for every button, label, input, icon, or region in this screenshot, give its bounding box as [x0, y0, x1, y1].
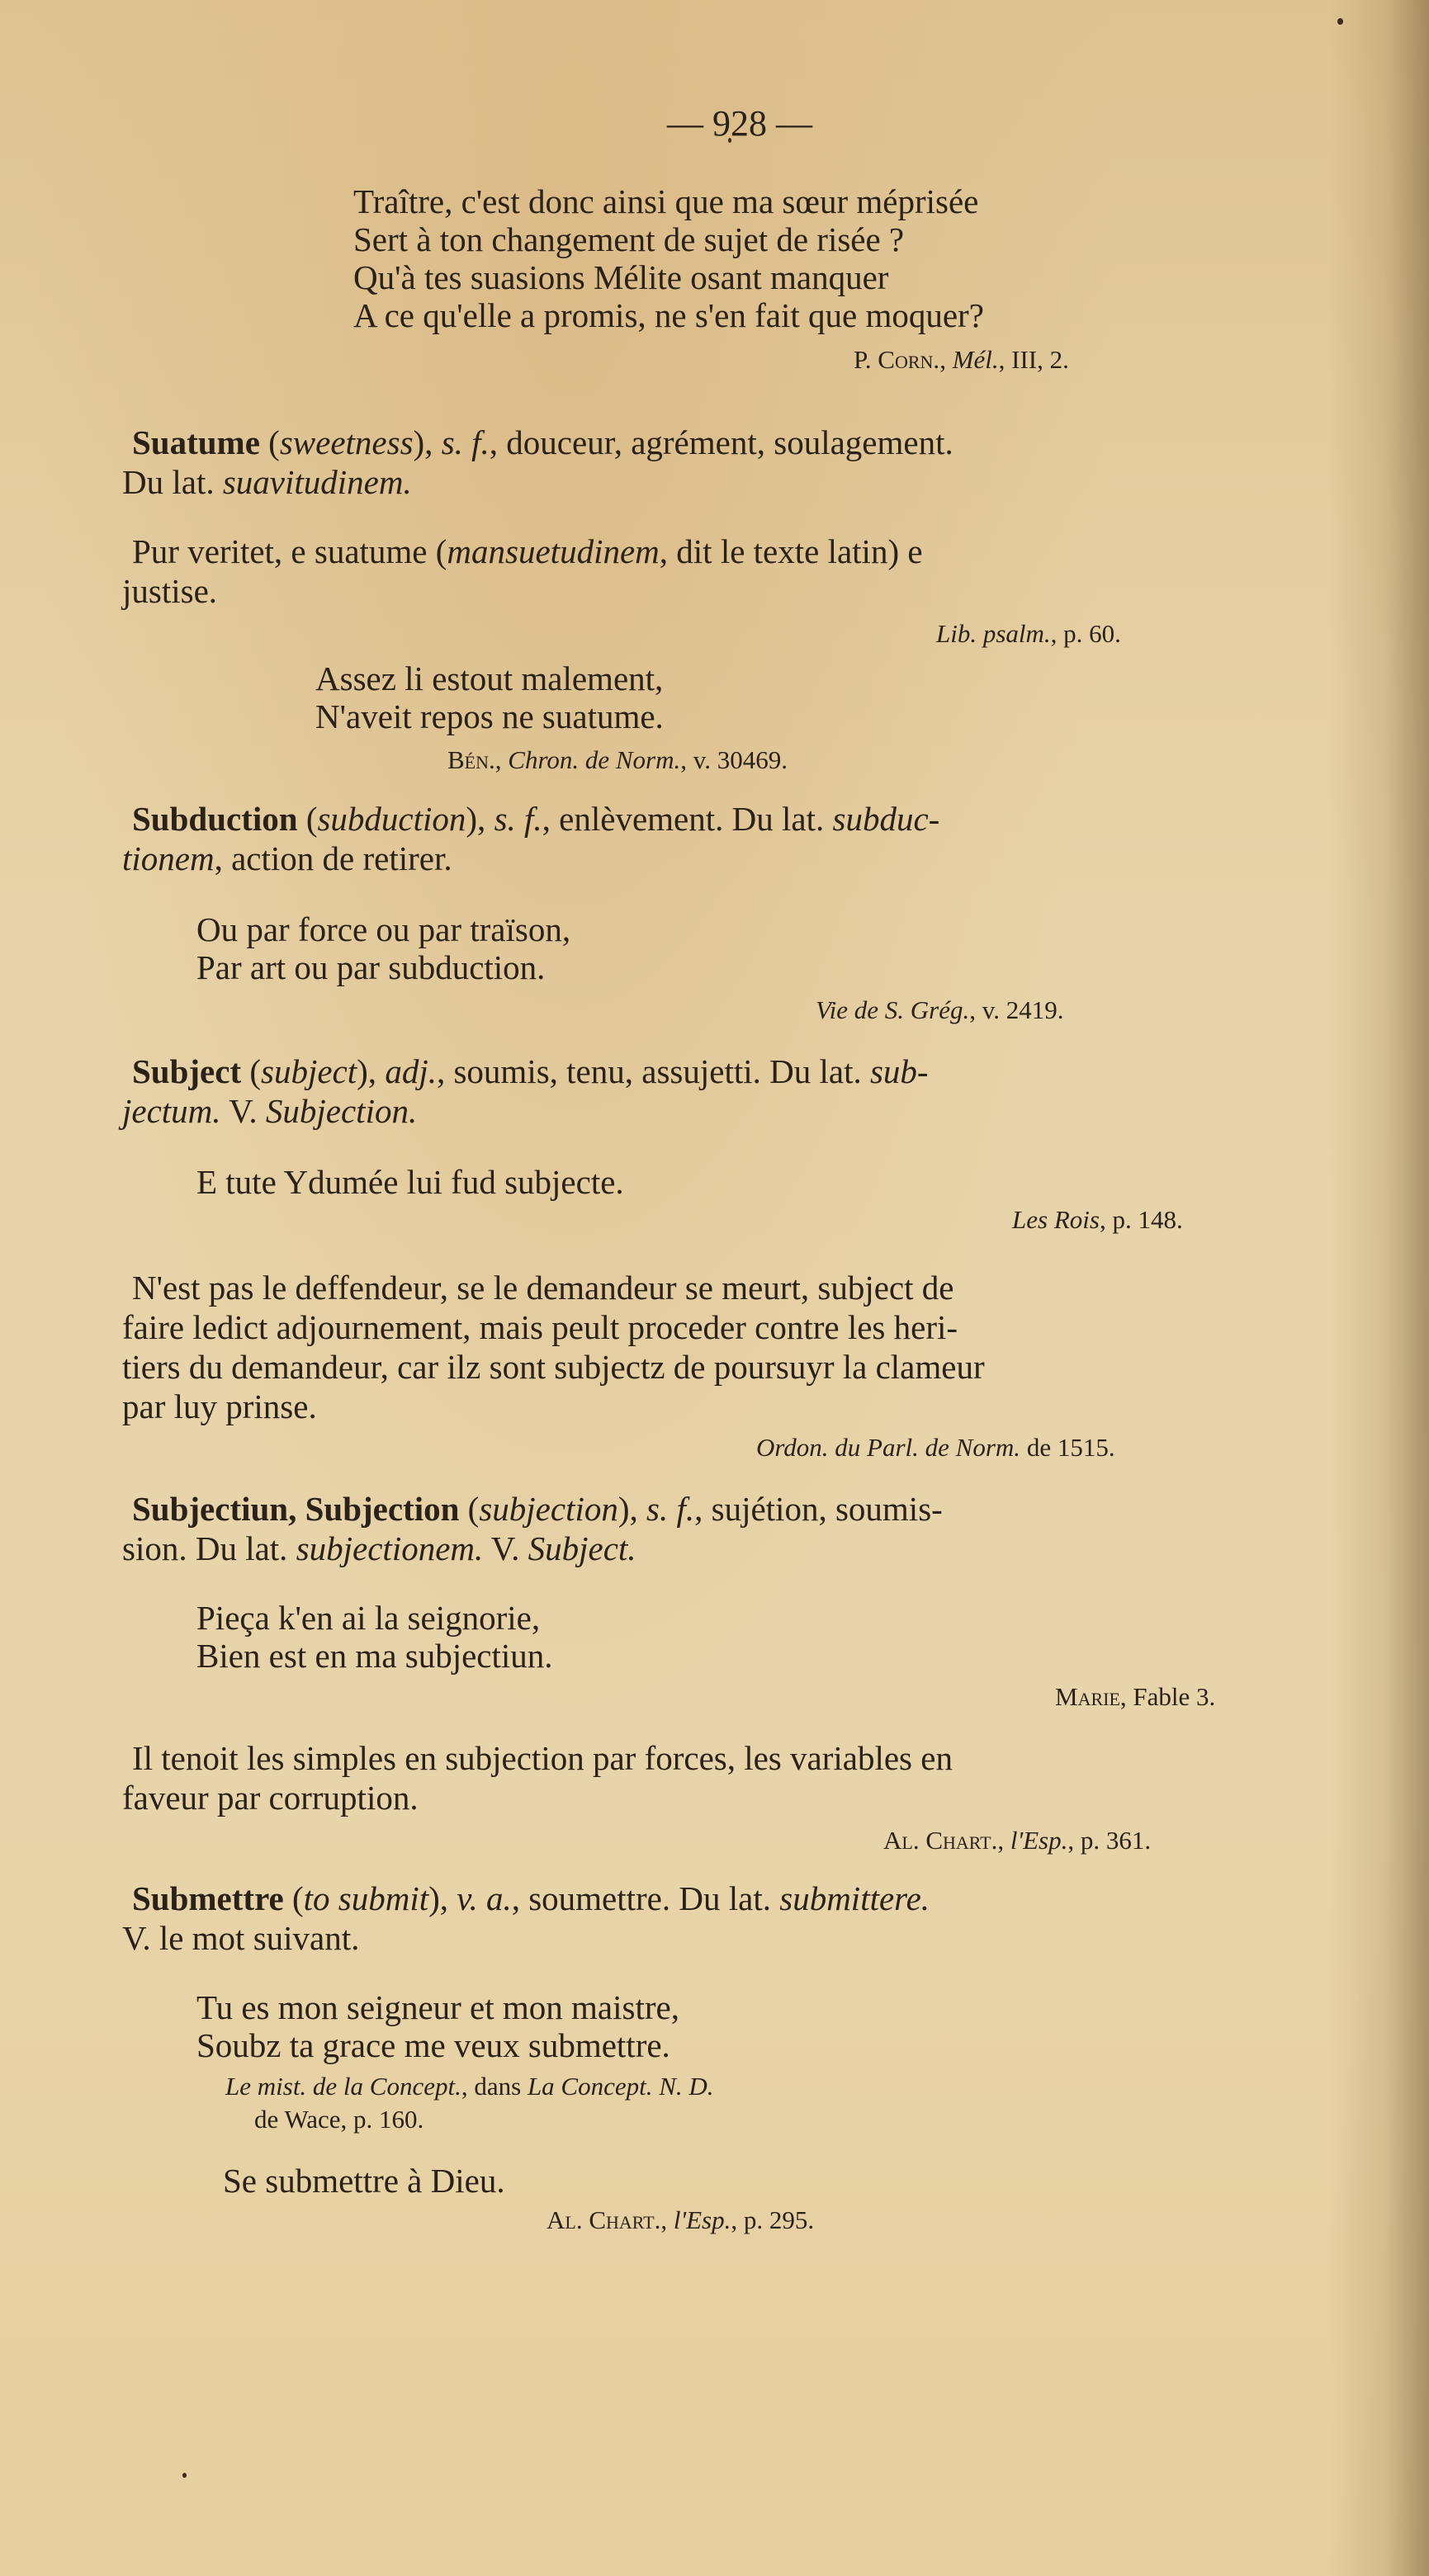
citation	[225, 2073, 714, 2099]
citation-ref: p. 60.	[1063, 619, 1121, 648]
definition: sujétion, soumis-	[711, 1490, 943, 1528]
etymology-word: submittere.	[779, 1879, 930, 1917]
citation-sep: ,	[998, 345, 1012, 374]
verse-line: Par art ou par subduction.	[196, 948, 546, 986]
citation-work: Les Rois	[1012, 1205, 1100, 1234]
entry-suatume-line2	[122, 463, 412, 501]
citation-author: Marie	[1055, 1682, 1120, 1711]
citation: Bén., Chron. de Norm., v. 30469.	[447, 745, 788, 774]
definition: sion. Du lat.	[122, 1529, 288, 1567]
citation: Marie, Fable 3.	[1055, 1682, 1216, 1711]
citation-author: Bén.	[447, 745, 495, 774]
citation-ref: de 1515.	[1026, 1433, 1115, 1462]
citation	[854, 347, 1069, 372]
verse-line: Traître, c'est donc ainsi que ma sœur méprisée	[353, 182, 979, 220]
definition: douceur, agrément, soulagement.	[506, 423, 953, 461]
example-text: Pur veritet, e suatume (	[132, 532, 447, 570]
citation-work: Chron. de Norm.	[508, 745, 681, 774]
part-of-speech: v. a.	[457, 1879, 512, 1917]
see-line: V. le mot suivant.	[122, 1919, 360, 1957]
headword: Submettre	[132, 1879, 284, 1917]
see-prefix: V.	[229, 1092, 258, 1130]
citation-ref: p. 295.	[743, 2205, 815, 2234]
headword: Subduction	[132, 800, 298, 838]
citation: Lib. psalm., p. 60.	[936, 619, 1121, 648]
headword: Subject	[132, 1052, 242, 1090]
verse-line: Sert à ton changement de sujet de risée ?	[353, 220, 905, 258]
verse-line: Pieça k'en ai la seignorie,	[196, 1599, 541, 1637]
verse-line: N'aveit repos ne suatume.	[315, 697, 664, 735]
citation-sep: ,	[939, 345, 953, 374]
english-gloss: to submit	[303, 1879, 429, 1917]
citation	[756, 1435, 1115, 1460]
entry-submettre-line1: Submettre (to submit), v. a., soumettre. Du lat. submittere.	[132, 1879, 930, 1917]
citation-work: l'Esp.	[673, 2205, 731, 2234]
example-line	[132, 532, 923, 570]
entry-subjection-line2	[122, 1529, 636, 1567]
example-italic: mansuetudinem	[447, 532, 660, 570]
etymology-word: subduc-	[832, 800, 940, 838]
citation-sep: , dans	[461, 2072, 522, 2101]
citation-ref: v. 2419.	[982, 995, 1064, 1024]
prose-line: faveur par corruption.	[122, 1779, 419, 1817]
citation-work: La Concept. N. D.	[527, 2072, 714, 2101]
headword: Subjectiun, Subjection	[132, 1490, 460, 1528]
see-prefix: V.	[490, 1529, 520, 1567]
page-number: — 928 —	[667, 103, 812, 144]
english-gloss: subjection	[479, 1490, 618, 1528]
citation-ref: Fable 3.	[1133, 1682, 1216, 1711]
entry-subduction-line2	[122, 839, 452, 877]
see-word: Subject.	[528, 1529, 636, 1567]
prose-line: N'est pas le deffendeur, se le demandeur se meurt, subject de	[132, 1269, 954, 1307]
citation-ref: III, 2.	[1011, 345, 1069, 374]
citation-work: l'Esp.	[1010, 1826, 1068, 1855]
example-text: , dit le texte latin) e	[659, 532, 923, 570]
paper-speck	[1337, 18, 1343, 25]
entry-subject-line1: Subject (subject), adj., soumis, tenu, assujetti. Du lat. sub-	[132, 1052, 929, 1090]
verse-line: E tute Ydumée lui fud subjecte.	[196, 1163, 624, 1201]
definition: , action de retirer.	[214, 839, 452, 877]
entry-subjection-line1: Subjectiun, Subjection (subjection), s. f., sujétion, soumis-	[132, 1490, 943, 1528]
headword: Suatume	[132, 423, 260, 461]
citation-work: Ordon. du Parl. de Norm.	[756, 1433, 1021, 1462]
prose-line: Il tenoit les simples en subjection par forces, les variables en	[132, 1739, 953, 1777]
citation-ref: p. 148.	[1112, 1205, 1183, 1234]
verse-line: A ce qu'elle a promis, ne s'en fait que moquer?	[353, 296, 984, 334]
entry-suatume-line1: Suatume (sweetness), s. f., douceur, agrément, soulagement.	[132, 423, 953, 461]
verse-line: Qu'à tes suasions Mélite osant manquer	[353, 258, 889, 296]
etymology-word: suavitudinem.	[222, 463, 412, 501]
citation-author: Al. Chart.	[883, 1826, 998, 1855]
part-of-speech: adj.	[385, 1052, 437, 1090]
citation-author: P. Corn.	[854, 345, 940, 374]
prose-line: faire ledict adjournement, mais peult proceder contre les heri-	[122, 1308, 958, 1346]
entry-subduction-line1: Subduction (subduction), s. f., enlèvement. Du lat. subduc-	[132, 800, 940, 838]
citation: Al. Chart., l'Esp., p. 361.	[883, 1826, 1152, 1855]
example-line: Se submettre à Dieu.	[223, 2162, 505, 2200]
citation: Vie de S. Grég., v. 2419.	[816, 995, 1064, 1024]
citation-ref: p. 361.	[1080, 1826, 1152, 1855]
citation-work: Le mist. de la Concept.	[225, 2072, 461, 2101]
citation-work: Vie de S. Grég.	[816, 995, 970, 1024]
citation-ref: v. 30469.	[693, 745, 788, 774]
definition: enlèvement. Du lat.	[559, 800, 825, 838]
part-of-speech: s. f.	[646, 1490, 695, 1528]
part-of-speech: s. f.	[494, 800, 542, 838]
example-line: justise.	[122, 572, 218, 610]
english-gloss: subject	[261, 1052, 357, 1090]
verse-line: Tu es mon seigneur et mon maistre,	[196, 1988, 679, 2026]
prose-line: tiers du demandeur, car ilz sont subjectz de poursuyr la clameur	[122, 1348, 985, 1386]
citation-author: Al. Chart.	[547, 2205, 661, 2234]
verse-line: Bien est en ma subjectiun.	[196, 1637, 553, 1675]
see-word: Subjection.	[265, 1092, 418, 1130]
citation: de Wace, p. 160.	[254, 2105, 424, 2134]
definition: soumis, tenu, assujetti. Du lat.	[453, 1052, 862, 1090]
english-gloss: sweetness	[279, 423, 414, 461]
citation: Al. Chart., l'Esp., p. 295.	[547, 2205, 815, 2234]
verse-line: Soubz ta grace me veux submettre.	[196, 2026, 670, 2064]
verse-line: Ou par force ou par traïson,	[196, 910, 571, 948]
part-of-speech: s. f.	[441, 423, 490, 461]
paper-speck	[182, 2473, 187, 2478]
etymology-word: tionem	[122, 839, 215, 877]
entry-subject-line2	[122, 1094, 417, 1128]
citation-work: Mél.	[952, 345, 999, 374]
citation-work: Lib. psalm.	[936, 619, 1051, 648]
citation: Les Rois, p. 148.	[1012, 1205, 1183, 1234]
verse-line: Assez li estout malement,	[315, 659, 664, 697]
definition: soumettre. Du lat.	[528, 1879, 771, 1917]
etymology-prefix: Du lat.	[122, 463, 215, 501]
etymology-word: subjectionem.	[296, 1529, 484, 1567]
prose-line: par luy prinse.	[122, 1387, 317, 1425]
etymology-word: jectum.	[122, 1092, 221, 1130]
english-gloss: subduction	[317, 800, 466, 838]
etymology-word: sub-	[869, 1052, 929, 1090]
